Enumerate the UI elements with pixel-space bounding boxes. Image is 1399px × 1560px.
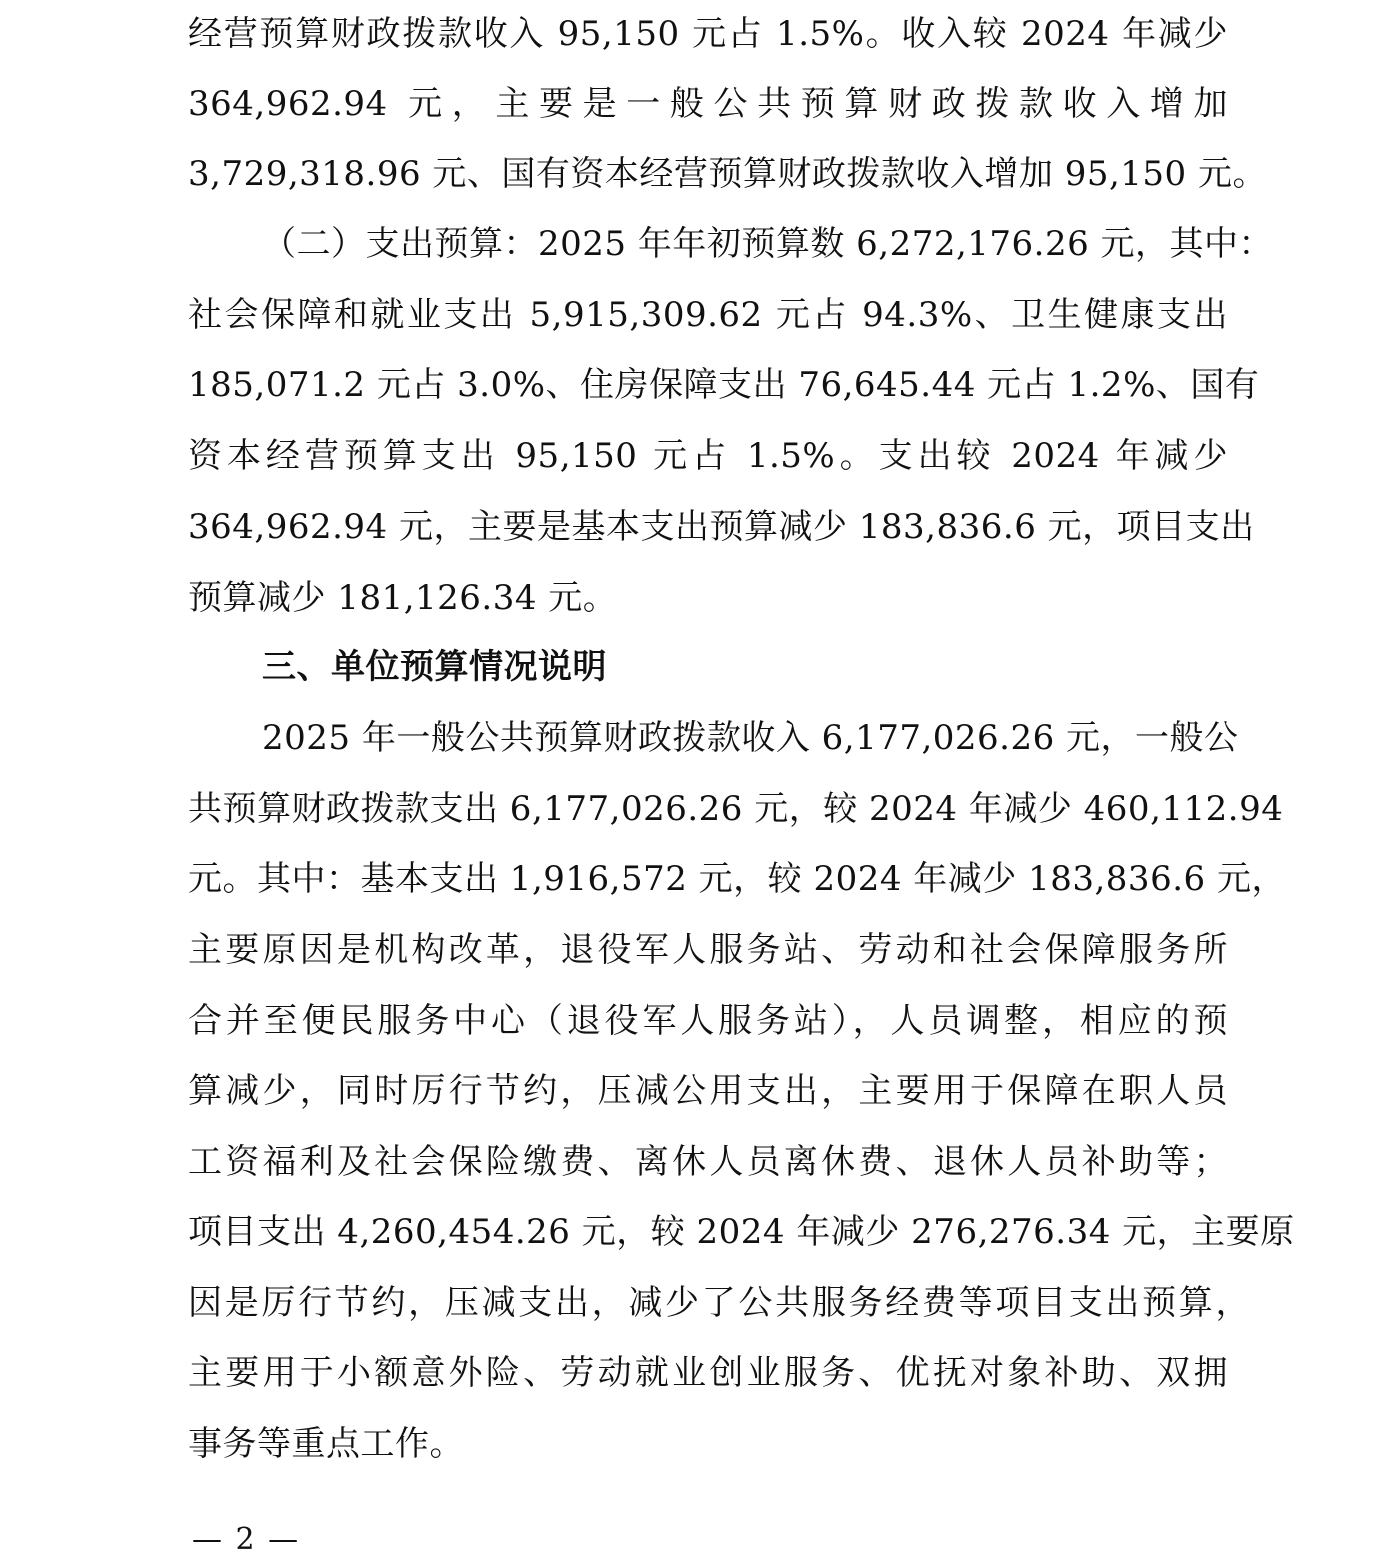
body-text-line: 364,962.94 元，主要是基本支出预算减少 183,836.6 元，项目支出 [188, 507, 1255, 547]
body-text-line: 364,962.94 元，主要是一般公共预算财政拨款收入增加 [188, 84, 1228, 124]
body-text-line: 社会保障和就业支出 5,915,309.62 元占 94.3%、卫生健康支出 [188, 295, 1228, 335]
body-text-line: 主要原因是机构改革，退役军人服务站、劳动和社会保障服务所 [188, 930, 1228, 970]
paragraph-expense-budget-start: （二）支出预算：2025 年年初预算数 6,272,176.26 元，其中： [262, 224, 1274, 264]
body-text-line: 项目支出 4,260,454.26 元，较 2024 年减少 276,276.34 元，主要原 [188, 1212, 1295, 1252]
body-text-line: 元。其中：基本支出 1,916,572 元，较 2024 年减少 183,836.6 元， [188, 859, 1286, 899]
body-text-line: 算减少，同时厉行节约，压减公用支出，主要用于保障在职人员 [188, 1071, 1228, 1111]
body-text-line: 主要用于小额意外险、劳动就业创业服务、优抚对象补助、双拥 [188, 1353, 1228, 1393]
body-text-line: 185,071.2 元占 3.0%、住房保障支出 76,645.44 元占 1.2%、国有 [188, 365, 1260, 405]
body-text-line: 预算减少 181,126.34 元。 [188, 578, 618, 618]
body-text-line: 共预算财政拨款支出 6,177,026.26 元，较 2024 年减少 460,112.94 [188, 789, 1284, 829]
page-number: — 2 — [192, 1522, 301, 1557]
section-heading: 三、单位预算情况说明 [262, 647, 607, 687]
body-text-line: 经营预算财政拨款收入 95,150 元占 1.5%。收入较 2024 年减少 [188, 14, 1228, 54]
body-text-line: 工资福利及社会保险缴费、离休人员离休费、退休人员补助等； [188, 1142, 1228, 1182]
body-text-line: 3,729,318.96 元、国有资本经营预算财政拨款收入增加 95,150 元。 [188, 154, 1267, 194]
body-text-line: 合并至便民服务中心（退役军人服务站），人员调整，相应的预 [188, 1001, 1228, 1041]
body-text-line: 因是厉行节约，压减支出，减少了公共服务经费等项目支出预算， [188, 1283, 1250, 1323]
body-text-line: 事务等重点工作。 [188, 1424, 464, 1464]
body-text-line: 资本经营预算支出 95,150 元占 1.5%。支出较 2024 年减少 [188, 436, 1228, 476]
paragraph-unit-budget-start: 2025 年一般公共预算财政拨款收入 6,177,026.26 元，一般公 [262, 718, 1239, 758]
